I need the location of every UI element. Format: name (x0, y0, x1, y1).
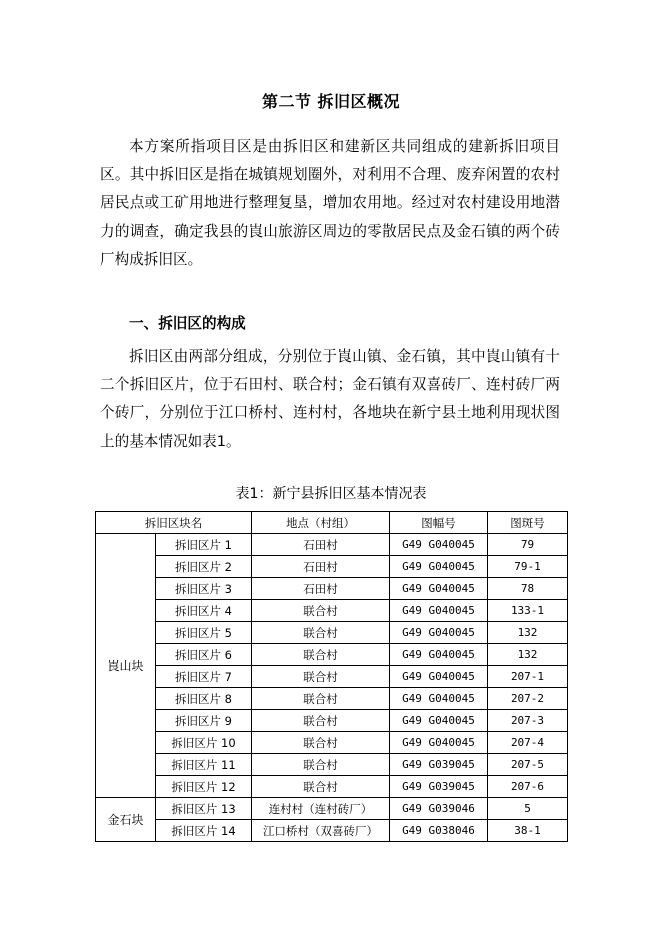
parcel-cell: 207-3 (488, 710, 568, 732)
map-sheet-cell: G49 G039046 (390, 798, 488, 820)
piece-cell: 拆旧区片 4 (156, 600, 252, 622)
parcel-cell: 207-5 (488, 754, 568, 776)
parcel-cell: 207-2 (488, 688, 568, 710)
parcel-cell: 78 (488, 578, 568, 600)
table-body (96, 534, 568, 842)
location-cell: 石田村 (252, 534, 390, 556)
location-cell: 江口桥村（双喜砖厂） (252, 820, 390, 842)
table-caption: 表1：新宁县拆旧区基本情况表 (235, 486, 427, 502)
piece-cell: 拆旧区片 10 (156, 732, 252, 754)
parcel-cell: 133-1 (488, 600, 568, 622)
header-block: 拆旧区块名 (96, 512, 252, 534)
table-row (96, 600, 568, 622)
piece-cell: 拆旧区片 5 (156, 622, 252, 644)
piece-cell: 拆旧区片 2 (156, 556, 252, 578)
piece-cell: 拆旧区片 1 (156, 534, 252, 556)
table-row (96, 820, 568, 842)
map-sheet-cell: G49 G039045 (390, 776, 488, 798)
map-sheet-cell: G49 G040045 (390, 644, 488, 666)
piece-cell: 拆旧区片 11 (156, 754, 252, 776)
table-row (96, 688, 568, 710)
location-cell: 联合村 (252, 754, 390, 776)
location-cell: 联合村 (252, 600, 390, 622)
table-row (96, 754, 568, 776)
parcel-cell: 38-1 (488, 820, 568, 842)
page-title: 第二节 拆旧区概况 (261, 92, 401, 111)
location-cell: 联合村 (252, 776, 390, 798)
block-group-cell: 崀山块 (96, 534, 156, 798)
map-sheet-cell: G49 G038046 (390, 820, 488, 842)
block-group-cell: 金石块 (96, 798, 156, 842)
location-cell: 联合村 (252, 666, 390, 688)
piece-cell: 拆旧区片 14 (156, 820, 252, 842)
parcel-cell: 79 (488, 534, 568, 556)
table-row (96, 776, 568, 798)
table-row (96, 534, 568, 556)
table-row (96, 710, 568, 732)
table-row (96, 556, 568, 578)
parcel-cell: 5 (488, 798, 568, 820)
parcel-cell: 207-4 (488, 732, 568, 754)
piece-cell: 拆旧区片 12 (156, 776, 252, 798)
table-row (96, 578, 568, 600)
map-sheet-cell: G49 G040045 (390, 600, 488, 622)
location-cell: 石田村 (252, 556, 390, 578)
piece-cell: 拆旧区片 6 (156, 644, 252, 666)
map-sheet-cell: G49 G040045 (390, 622, 488, 644)
location-cell: 石田村 (252, 578, 390, 600)
piece-cell: 拆旧区片 7 (156, 666, 252, 688)
location-cell: 联合村 (252, 732, 390, 754)
piece-cell: 拆旧区片 8 (156, 688, 252, 710)
parcel-cell: 132 (488, 644, 568, 666)
map-sheet-cell: G49 G040045 (390, 710, 488, 732)
piece-cell: 拆旧区片 13 (156, 798, 252, 820)
header-map-sheet: 图幅号 (390, 512, 488, 534)
map-sheet-cell: G49 G040045 (390, 556, 488, 578)
location-cell: 联合村 (252, 622, 390, 644)
section-heading: 一、拆旧区的构成 (129, 315, 246, 332)
map-sheet-cell: G49 G040045 (390, 666, 488, 688)
header-parcel: 图斑号 (488, 512, 568, 534)
parcel-cell: 207-1 (488, 666, 568, 688)
parcel-cell: 207-6 (488, 776, 568, 798)
location-cell: 连村村（连村砖厂） (252, 798, 390, 820)
map-sheet-cell: G49 G040045 (390, 534, 488, 556)
table-row (96, 622, 568, 644)
table-row (96, 798, 568, 820)
table-row (96, 644, 568, 666)
table-header-row (96, 512, 568, 534)
demolition-area-table (95, 511, 568, 842)
map-sheet-cell: G49 G040045 (390, 688, 488, 710)
map-sheet-cell: G49 G039045 (390, 754, 488, 776)
location-cell: 联合村 (252, 688, 390, 710)
location-cell: 联合村 (252, 710, 390, 732)
piece-cell: 拆旧区片 3 (156, 578, 252, 600)
location-cell: 联合村 (252, 644, 390, 666)
parcel-cell: 132 (488, 622, 568, 644)
map-sheet-cell: G49 G040045 (390, 578, 488, 600)
parcel-cell: 79-1 (488, 556, 568, 578)
piece-cell: 拆旧区片 9 (156, 710, 252, 732)
composition-paragraph: 拆旧区由两部分组成，分别位于崀山镇、金石镇，其中崀山镇有十二个拆旧区片，位于石田村、联合村；金石镇有双喜砖厂、连村砖厂两个砖厂，分别位于江口桥村、连村村，各地块在新宁县土地利用现状图上的基本情况如表1。 (100, 348, 560, 450)
header-location: 地点（村组） (252, 512, 390, 534)
table-row (96, 732, 568, 754)
intro-paragraph: 本方案所指项目区是由拆旧区和建新区共同组成的建新拆旧项目区。其中拆旧区是指在城镇规划圈外，对利用不合理、废弃闲置的农村居民点或工矿用地进行整理复垦，增加农用地。经过对农村建设用地潜力的调查，确定我县的崀山旅游区周边的零散居民点及金石镇的两个砖厂构成拆旧区。 (100, 138, 560, 268)
map-sheet-cell: G49 G040045 (390, 732, 488, 754)
table-row (96, 666, 568, 688)
